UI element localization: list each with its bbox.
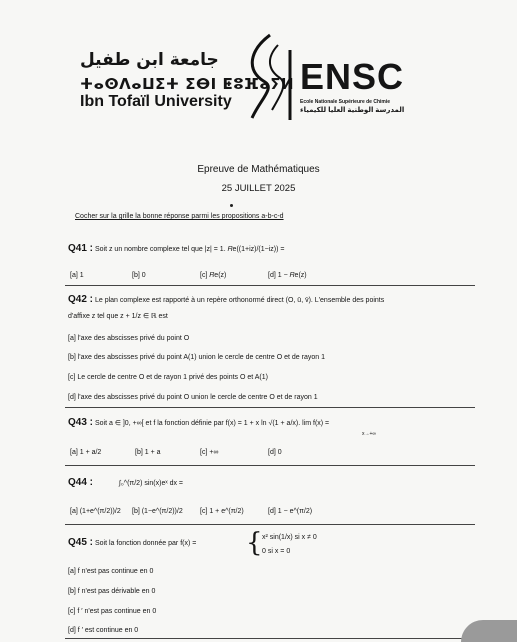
question-number: Q41 : (68, 243, 94, 254)
question-43 (68, 417, 498, 428)
question-number: Q42 : (68, 294, 94, 305)
question-44 (68, 477, 183, 488)
exam-title: Epreuve de Mathématiques (197, 164, 320, 175)
q44-option-b[interactable]: [b] (1−e^(π/2))/2 (132, 508, 183, 515)
q41-option-c[interactable]: [c] 𝑅e(z) (200, 272, 227, 279)
q41-option-d[interactable]: [d] 1 − 𝑅e(z) (268, 272, 307, 279)
q42-option-b[interactable]: [b] l'axe des abscisses privé du point A(1) union le cercle de centre O et de rayon 1 (68, 354, 325, 361)
piecewise-case-1: x² sin(1/x) si x ≠ 0 (262, 534, 317, 541)
divider (65, 638, 475, 639)
piecewise-case-2: 0 si x = 0 (262, 548, 291, 555)
divider (65, 285, 475, 286)
q45-option-c[interactable]: [c] f ′ n'est pas continue en 0 (68, 608, 157, 615)
page-corner-shadow (461, 620, 517, 642)
brace-icon: { (246, 528, 263, 558)
q45-option-b[interactable]: [b] f n'est pas dérivable en 0 (68, 588, 156, 595)
exam-date: 25 JUILLET 2025 (221, 183, 296, 194)
question-text: Soit a ∈ ]0, +∞[ et f la fonction définie par f(x) = 1 + x ln √(1 + a/x). lim f(x) = (94, 420, 330, 427)
q42-option-a[interactable]: [a] l'axe des abscisses privé du point O (68, 335, 190, 342)
q44-option-a[interactable]: [a] (1+e^(π/2))/2 (70, 508, 121, 515)
q43-option-d[interactable]: [d] 0 (268, 449, 282, 456)
question-42-line2: d'affixe z tel que z + 1/z ∈ ℝ est (68, 313, 168, 320)
university-name-english: Ibn Tofaïl University (80, 93, 232, 110)
q44-option-c[interactable]: [c] 1 + e^(π/2) (200, 508, 244, 515)
ensc-logo-icon (240, 30, 300, 125)
question-number: Q44 : (68, 477, 94, 488)
question-45 (68, 537, 196, 548)
question-42 (68, 294, 488, 305)
divider (65, 407, 475, 408)
q45-option-d[interactable]: [d] f ′ est continue en 0 (68, 627, 139, 634)
q42-option-d[interactable]: [d] l'axe des abscisses privé du point O union le cercle de centre O et de rayon 1 (68, 394, 318, 401)
q45-option-a[interactable]: [a] f n'est pas continue en 0 (68, 568, 154, 575)
question-number: Q43 : (68, 417, 94, 428)
university-name-arabic: جامعة ابن طفيل (80, 50, 219, 70)
divider (65, 465, 475, 466)
university-name-tifinagh: ⵜⴰⵙⴷⴰⵡⵉⵜ ⵉⴱⵏ ⵟⵓⴼⴰⵢⵍ (80, 75, 295, 93)
q43-option-b[interactable]: [b] 1 + a (135, 449, 161, 456)
q44-option-d[interactable]: [d] 1 − e^(π/2) (268, 508, 313, 515)
q43-option-a[interactable]: [a] 1 + a/2 (70, 449, 102, 456)
question-text: ∫₀^(π/2) sin(x)eˣ dx = (118, 480, 184, 487)
ensc-full-name-fr: Ecole Nationale Supérieure de Chimie (300, 99, 391, 105)
question-text: Soit la fonction donnée par f(x) = (94, 540, 197, 547)
divider (65, 524, 475, 525)
ensc-wordmark: ENSC (300, 56, 405, 97)
exam-instruction: Cocher sur la grille la bonne réponse parmi les propositions a-b-c-d (75, 213, 284, 220)
question-text: Soit z un nombre complexe tel que |z| = 1. 𝑅e((1+iz)/(1−iz)) = (94, 246, 285, 253)
question-number: Q45 : (68, 537, 94, 548)
bullet-dot (230, 204, 233, 207)
question-text-line1: Le plan complexe est rapporté à un repère orthonormé direct (O, ū, v̄). L'ensemble des points (94, 297, 385, 304)
q41-option-b[interactable]: [b] 0 (132, 272, 146, 279)
q42-option-c[interactable]: [c] Le cercle de centre O et de rayon 1 privé des points O et A(1) (68, 374, 268, 381)
q41-option-a[interactable]: [a] 1 (70, 272, 84, 279)
q43-option-c[interactable]: [c] +∞ (200, 449, 219, 456)
ensc-full-name-ar: المدرسة الوطنية العليا للكيمياء (300, 107, 405, 114)
question-41 (68, 243, 285, 254)
limit-subscript: x→+∞ (362, 431, 376, 437)
